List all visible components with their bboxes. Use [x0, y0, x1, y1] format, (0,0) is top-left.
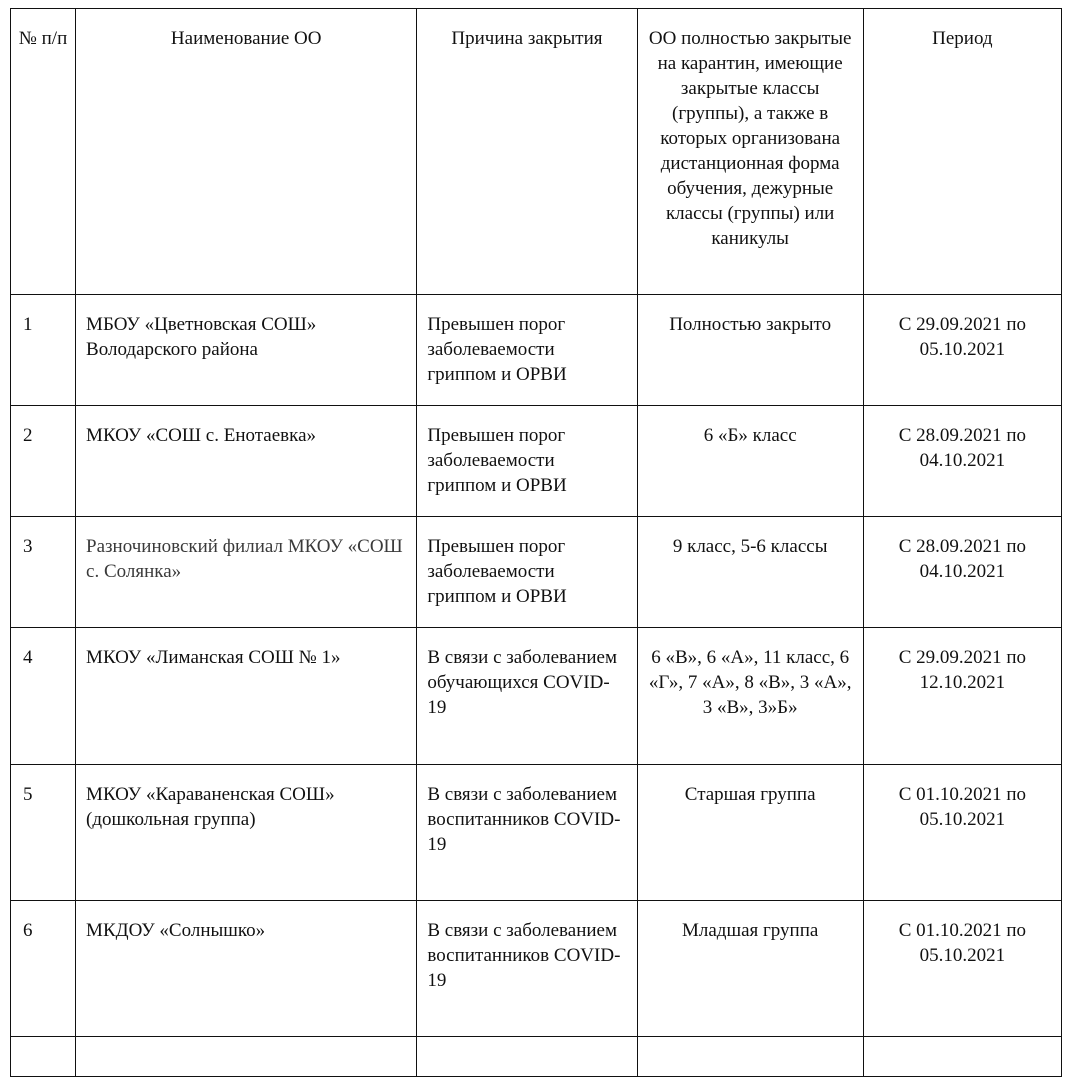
table-row — [11, 901, 1062, 1037]
cell-name: Разночиновский филиал МКОУ «СОШ с. Солянка» — [76, 517, 417, 628]
cell-name: МКОУ «СОШ с. Енотаевка» — [76, 406, 417, 517]
cell-classes: 6 «Б» класс — [637, 406, 863, 517]
closures-table — [10, 8, 1062, 1077]
cell-num: 5 — [11, 765, 76, 901]
table-row — [11, 628, 1062, 765]
cell-name: МКОУ «Караваненская СОШ» (дошкольная группа) — [76, 765, 417, 901]
table-row — [11, 765, 1062, 901]
table-row-empty — [11, 1037, 1062, 1077]
cell-classes: 9 класс, 5-6 классы — [637, 517, 863, 628]
cell-reason: Превышен порог заболеваемости гриппом и ОРВИ — [417, 406, 637, 517]
cell-reason: Превышен порог заболеваемости гриппом и ОРВИ — [417, 295, 637, 406]
cell-classes: 6 «В», 6 «А», 11 класс, 6 «Г», 7 «А», 8 «В», 3 «А», 3 «В», 3»Б» — [637, 628, 863, 765]
header-period: Период — [863, 9, 1061, 295]
cell-period: С 29.09.2021 по 12.10.2021 — [863, 628, 1061, 765]
table-header-row — [11, 9, 1062, 295]
cell-reason: В связи с заболеванием воспитанников COVID-19 — [417, 901, 637, 1037]
cell-num: 4 — [11, 628, 76, 765]
cell-num: 3 — [11, 517, 76, 628]
cell-empty — [11, 1037, 76, 1077]
cell-period: С 28.09.2021 по 04.10.2021 — [863, 517, 1061, 628]
header-reason: Причина закрытия — [417, 9, 637, 295]
cell-name: МКДОУ «Солнышко» — [76, 901, 417, 1037]
cell-classes: Младшая группа — [637, 901, 863, 1037]
table-row — [11, 295, 1062, 406]
table-row — [11, 406, 1062, 517]
cell-num: 6 — [11, 901, 76, 1037]
cell-num: 2 — [11, 406, 76, 517]
cell-num: 1 — [11, 295, 76, 406]
cell-period: С 01.10.2021 по 05.10.2021 — [863, 765, 1061, 901]
header-name: Наименование ОО — [76, 9, 417, 295]
cell-period: С 29.09.2021 по 05.10.2021 — [863, 295, 1061, 406]
cell-empty — [417, 1037, 637, 1077]
cell-period: С 28.09.2021 по 04.10.2021 — [863, 406, 1061, 517]
cell-empty — [637, 1037, 863, 1077]
cell-period: С 01.10.2021 по 05.10.2021 — [863, 901, 1061, 1037]
cell-classes: Полностью закрыто — [637, 295, 863, 406]
cell-reason: В связи с заболеванием воспитанников COVID-19 — [417, 765, 637, 901]
table-row — [11, 517, 1062, 628]
cell-classes: Старшая группа — [637, 765, 863, 901]
cell-name: МКОУ «Лиманская СОШ № 1» — [76, 628, 417, 765]
cell-name: МБОУ «Цветновская СОШ» Володарского района — [76, 295, 417, 406]
cell-reason: В связи с заболеванием обучающихся COVID-19 — [417, 628, 637, 765]
cell-empty — [863, 1037, 1061, 1077]
cell-reason: Превышен порог заболеваемости гриппом и ОРВИ — [417, 517, 637, 628]
header-num: № п/п — [11, 9, 76, 295]
header-classes: ОО полностью закрытые на карантин, имеющие закрытые классы (группы), а также в которых организована дистанционная форма обучения, дежурные классы (группы) или каникулы — [637, 9, 863, 295]
cell-empty — [76, 1037, 417, 1077]
